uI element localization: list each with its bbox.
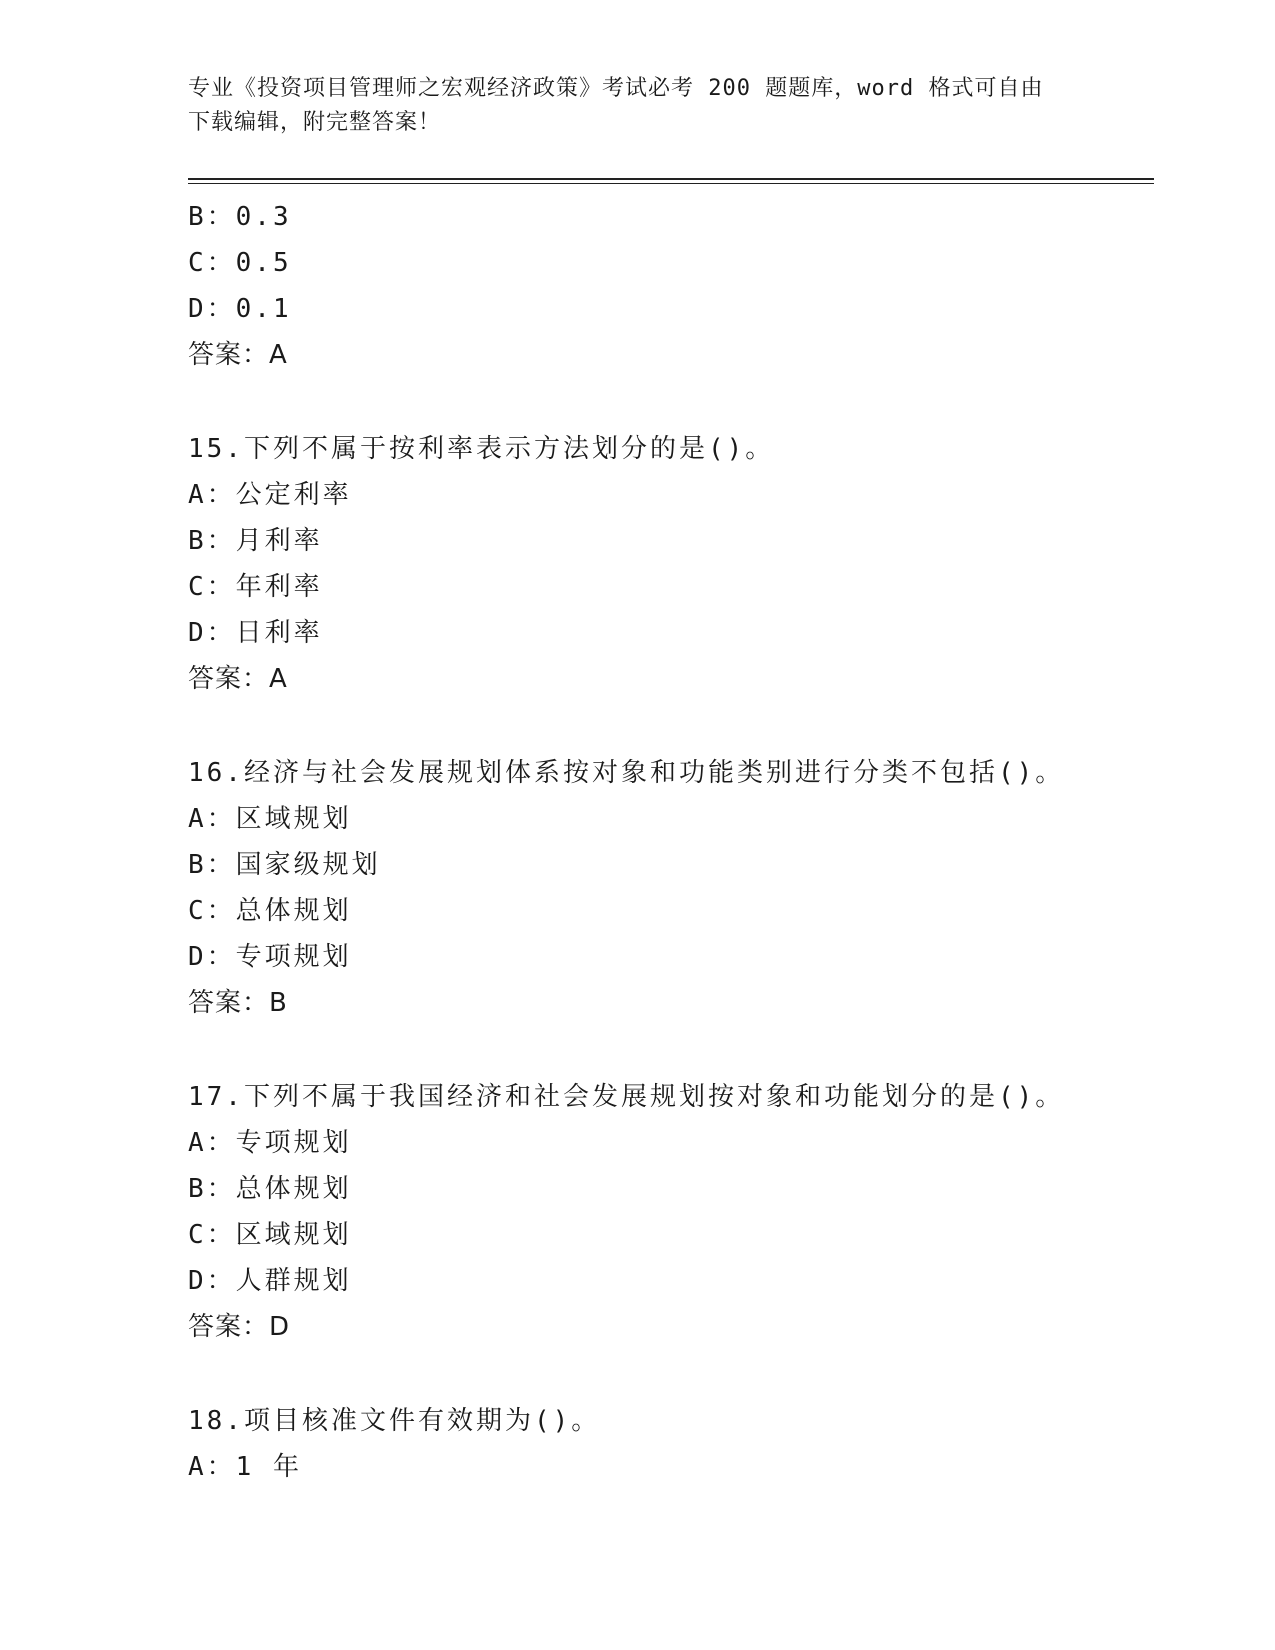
question-stem: 18.项目核准文件有效期为()。 [188,1406,601,1436]
option-b: B：国家级规划 [188,850,381,880]
question-block-17 [188,1074,1148,1350]
header-line-2: 下载编辑，附完整答案！ [188,110,442,135]
header-line-1: 专业《投资项目管理师之宏观经济政策》考试必考 200 题题库，word 格式可自由 [188,76,1044,101]
question-list [188,194,1148,1490]
question-stem: 15.下列不属于按利率表示方法划分的是()。 [188,434,775,464]
question-stem: 17.下列不属于我国经济和社会发展规划按对象和功能划分的是()。 [188,1082,1065,1112]
question-block-18 [188,1398,1148,1490]
option-b: B：月利率 [188,526,323,556]
option-c: C：年利率 [188,572,323,602]
option-b: B：0.3 [188,202,292,232]
option-d: D：专项规划 [188,942,352,972]
option-a: A：区域规划 [188,804,352,834]
option-a: A：专项规划 [188,1128,352,1158]
document-header [188,72,1088,140]
question-block-15 [188,426,1148,702]
answer: 答案：D [188,1312,291,1342]
option-c: C：总体规划 [188,896,352,926]
option-c: C：区域规划 [188,1220,352,1250]
option-d: D：日利率 [188,618,323,648]
option-d: D：0.1 [188,294,292,324]
header-divider [188,178,1154,184]
option-d: D：人群规划 [188,1266,352,1296]
question-block-16 [188,750,1148,1026]
question-block-carryover [188,194,1148,378]
option-c: C：0.5 [188,248,292,278]
answer: 答案：A [188,664,288,694]
option-a: A：1 年 [188,1452,302,1482]
answer: 答案：B [188,988,288,1018]
option-a: A：公定利率 [188,480,352,510]
option-b: B：总体规划 [188,1174,352,1204]
answer: 答案：A [188,340,288,370]
question-stem: 16.经济与社会发展规划体系按对象和功能类别进行分类不包括()。 [188,758,1065,788]
